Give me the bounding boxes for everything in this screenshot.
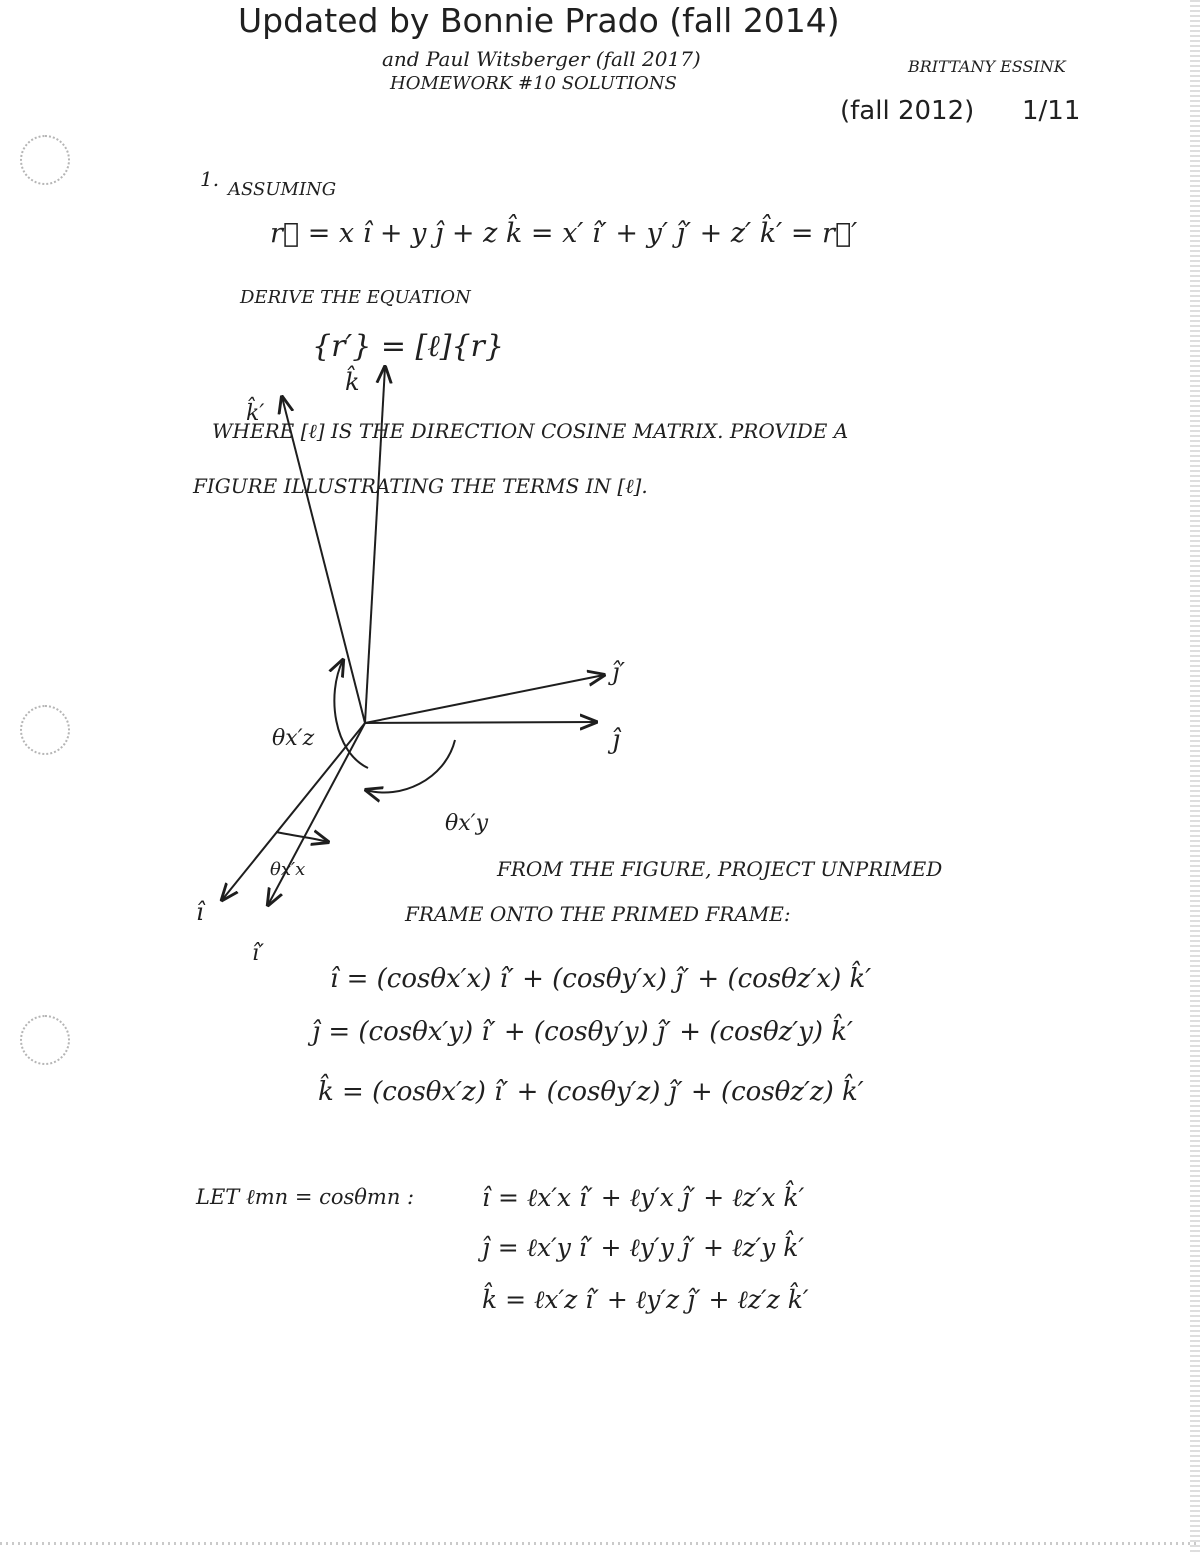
homework-title: HOMEWORK #10 SOLUTIONS: [390, 73, 677, 94]
label-i-prime: î′: [252, 941, 265, 966]
position-vector-equation: r⃗ = x î + y ĵ + z k̂ = x′ î′ + y′ ĵ′ + z′ k̂′ = r⃗′: [270, 218, 858, 249]
label-k-hat: k̂: [345, 368, 360, 396]
projection-eq-j: ĵ = (cosθx′y) î′ + (cosθy′y) ĵ′ + (cosθz′y) k̂′: [312, 1017, 853, 1047]
derive-label: DERIVE THE EQUATION: [240, 287, 471, 308]
problem-number: 1.: [200, 167, 220, 191]
term-label: (fall 2012): [840, 96, 975, 126]
matrix-equation: {r′} = [ℓ]{r}: [312, 329, 504, 364]
projection-eq-i: î = (cosθx′x) î′ + (cosθy′x) ĵ′ + (cosθz′x) k̂′: [330, 964, 872, 994]
k-axis: [365, 367, 385, 723]
label-j-hat: ĵ: [612, 725, 621, 755]
let-definition: LET ℓmn = cosθmn :: [196, 1185, 415, 1209]
label-i-hat: î: [196, 898, 204, 926]
angle-arc-xy: [366, 740, 455, 793]
projection-line-2: FRAME ONTO THE PRIMED FRAME:: [405, 902, 791, 926]
j-prime-axis: [365, 675, 604, 723]
where-line-2: FIGURE ILLUSTRATING THE TERMS IN [ℓ].: [193, 474, 648, 498]
label-theta-xz: θx′z: [272, 726, 315, 751]
author-name: BRITTANY ESSINK: [908, 57, 1066, 76]
projection-line-1: FROM THE FIGURE, PROJECT UNPRIMED: [497, 857, 943, 881]
let-eq-i: î = ℓx′x î′ + ℓy′x ĵ′ + ℓz′x k̂′: [482, 1183, 805, 1212]
page-number: 1/11: [1022, 96, 1081, 126]
j-axis: [365, 722, 596, 723]
label-j-prime: ĵ′: [612, 658, 625, 686]
projection-eq-k: k̂ = (cosθx′z) î′ + (cosθy′z) ĵ′ + (cosθz′z) k̂′: [318, 1077, 864, 1107]
updated-by-line: Updated by Bonnie Prado (fall 2014): [238, 1, 840, 40]
let-eq-k: k̂ = ℓx′z î′ + ℓy′z ĵ′ + ℓz′z k̂′: [482, 1285, 809, 1314]
where-line-1: WHERE [ℓ] IS THE DIRECTION COSINE MATRIX. PROVIDE A: [212, 419, 849, 443]
assuming-label: ASSUMING: [228, 179, 337, 200]
label-theta-xy: θx′y: [445, 811, 489, 836]
label-theta-xx: θx′x: [270, 859, 306, 880]
let-eq-j: ĵ = ℓx′y î′ + ℓy′y ĵ′ + ℓz′y k̂′: [482, 1233, 805, 1262]
updated-by-line-2: and Paul Witsberger (fall 2017): [382, 47, 701, 71]
k-prime-axis: [282, 397, 365, 723]
label-k-prime: k̂′: [246, 401, 265, 426]
